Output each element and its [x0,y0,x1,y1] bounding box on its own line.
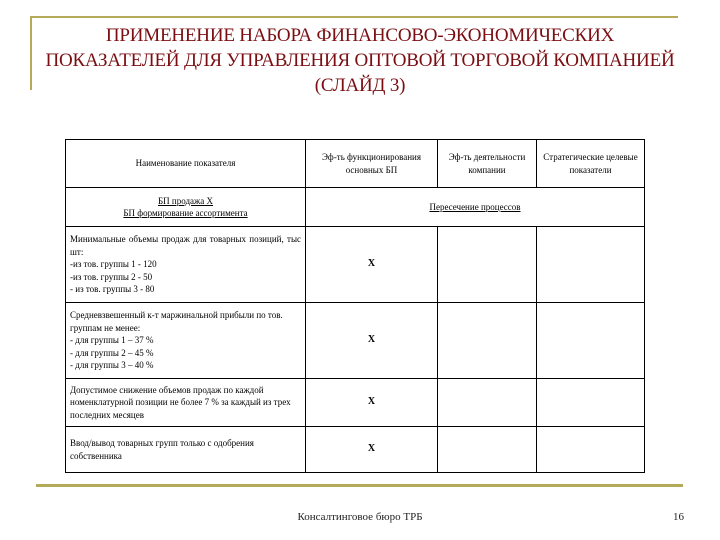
indicator-description [66,427,306,473]
strategic-targets-cell [537,427,645,473]
indicator-line: Минимальные объемы продаж для товарных позиций, тыс шт: [70,234,301,257]
process-intersection-cell [306,188,645,227]
header-bp-efficiency: Эф-ть функционирования основных БП [306,140,438,188]
header-strategic-targets: Стратегические целевые показатели [537,140,645,188]
bp-sales-label: БП продажа Х [157,195,213,206]
bp-assortment-label: БП формирование ассортимента [123,208,248,218]
business-process-row [66,188,645,227]
bp-efficiency-mark: X [306,227,438,303]
table-row [66,303,645,379]
indicator-line: - из тов. группы 3 - 80 [70,284,155,295]
bp-efficiency-mark: X [306,379,438,427]
indicator-line: -из тов. группы 1 - 120 [70,259,157,270]
indicators-table [65,139,645,473]
company-efficiency-cell [438,427,537,473]
indicator-line: - для группы 1 – 37 % [70,335,154,346]
table-row [66,379,645,427]
header-company-efficiency: Эф-ть деятельности компании [438,140,537,188]
bp-efficiency-mark: X [306,303,438,379]
indicator-description [66,379,306,427]
left-decorative-rule [30,16,32,90]
indicator-line: Допустимое снижение объемов продаж по каждой номенклатурной позиции не более 7 % за каждый из трех последних месяцев [70,384,291,420]
indicator-description [66,303,306,379]
indicator-line: - для группы 3 – 40 % [70,360,154,371]
strategic-targets-cell [537,379,645,427]
bottom-decorative-rule [36,484,683,487]
indicator-line: - для группы 2 – 45 % [70,347,154,358]
indicator-line: Средневзвешенный к-т маржинальной прибыли по тов. группам не менее: [70,310,283,333]
header-indicator-name: Наименование показателя [66,140,306,188]
top-decorative-rule [30,16,678,18]
process-intersection-label: Пересечение процессов [429,201,521,212]
indicator-line: Ввод/вывод товарных групп только с одобрения собственника [70,438,254,461]
company-efficiency-cell [438,303,537,379]
table-row [66,227,645,303]
company-efficiency-cell [438,379,537,427]
strategic-targets-cell [537,227,645,303]
bp-efficiency-mark: X [306,427,438,473]
slide-title: ПРИМЕНЕНИЕ НАБОРА ФИНАНСОВО-ЭКОНОМИЧЕСКИХ ПОКАЗАТЕЛЕЙ ДЛЯ УПРАВЛЕНИЯ ОПТОВОЙ ТОРГОВОЙ КОМПАНИЕЙ (СЛАЙД 3) [45,25,675,96]
indicator-line: -из тов. группы 2 - 50 [70,271,153,282]
company-efficiency-cell [438,227,537,303]
indicator-description [66,227,306,303]
bp-names-cell [66,188,306,227]
strategic-targets-cell [537,303,645,379]
footer-company-name: Консалтинговое бюро ТРБ [297,511,423,523]
table-row [66,427,645,473]
table-header-row [66,140,645,188]
page-number: 16 [673,511,684,523]
